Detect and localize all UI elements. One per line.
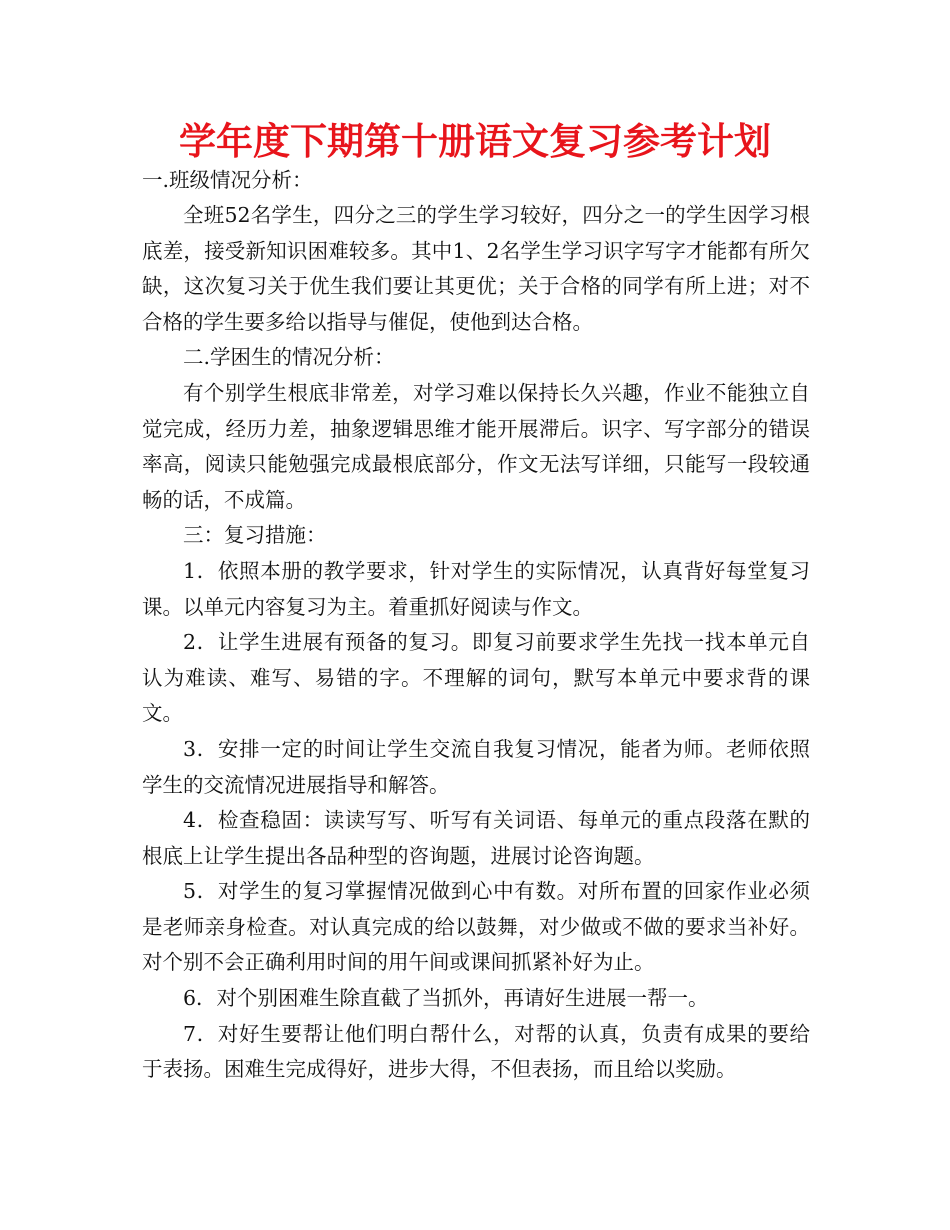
measure-item-6: 6．对个别困难生除直截了当抓外，再请好生进展一帮一。 [183, 986, 709, 1011]
section-heading-struggling-students: 二.学困生的情况分析： [183, 345, 395, 370]
section-heading-review-measures: 三：复习措施： [183, 523, 327, 548]
measure-item-3: 3．安排一定的时间让学生交流自我复习情况，能者为师。老师依照学生的交流情况进展指导和解答。 [142, 736, 810, 797]
section-heading-class-analysis: 一.班级情况分析： [142, 168, 313, 192]
document-title: 学年度下期第十册语文复习参考计划 [179, 120, 771, 163]
measure-item-1: 1．依照本册的教学要求，针对学生的实际情况，认真背好每堂复习课。以单元内容复习为主。着重抓好阅读与作文。 [142, 558, 810, 619]
paragraph-struggling-students: 有个别学生根底非常差，对学习难以保持长久兴趣，作业不能独立自觉完成，经历力差，抽象逻辑思维才能开展滞后。识字、写字部分的错误率高，阅读只能勉强完成最根底部分，作文无法写详细，只能写一段较通畅的话，不成篇。 [142, 380, 810, 512]
measure-item-7: 7．对好生要帮让他们明白帮什么，对帮的认真，负责有成果的要给于表扬。困难生完成得好，进步大得，不但表扬，而且给以奖励。 [142, 1021, 810, 1082]
measure-item-4: 4．检查稳固：读读写写、听写有关词语、每单元的重点段落在默的根底上让学生提出各品种型的咨询题，进展讨论咨询题。 [142, 808, 810, 868]
paragraph-class-analysis: 全班52名学生，四分之三的学生学习较好，四分之一的学生因学习根底差，接受新知识困难较多。其中1、2名学生学习识字写字才能都有所欠缺，这次复习关于优生我们要让其更优；关于合格的同学有所上进；对不合格的学生要多给以指导与催促，使他到达合格。 [142, 203, 810, 334]
measure-item-5: 5．对学生的复习掌握情况做到心中有数。对所布置的回家作业必须是老师亲身检查。对认真完成的给以鼓舞，对少做或不做的要求当补好。对个别不会正确利用时间的用午间或课间抓紧补好为止。 [142, 879, 810, 975]
document-body [142, 165, 810, 1088]
measure-item-2: 2．让学生进展有预备的复习。即复习前要求学生先找一找本单元自认为难读、难写、易错的字。不理解的词句，默写本单元中要求背的课文。 [142, 630, 810, 726]
